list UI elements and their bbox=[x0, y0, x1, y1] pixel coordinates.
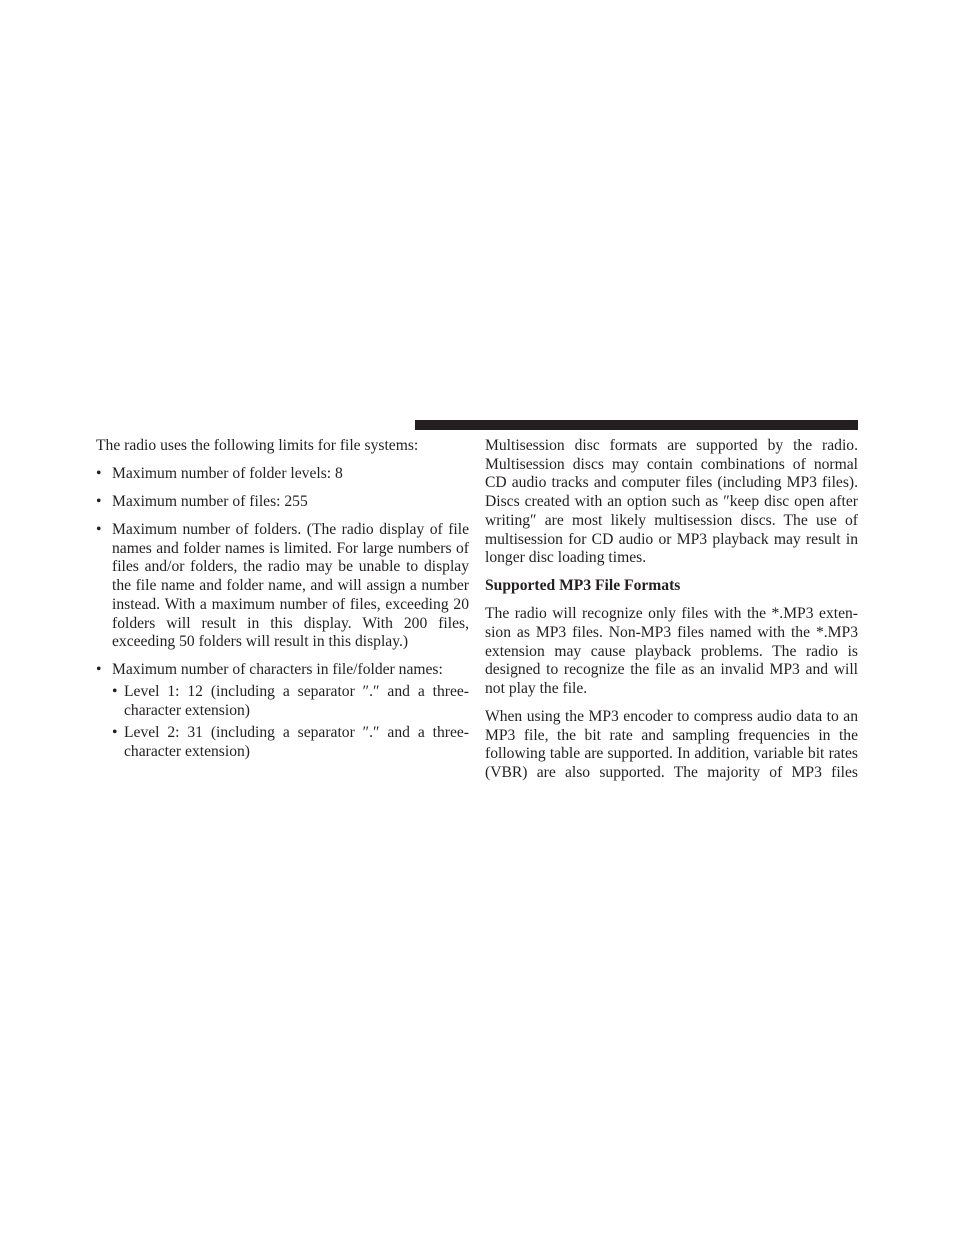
right-column bbox=[485, 437, 858, 792]
list-item bbox=[96, 465, 469, 484]
section-heading: Supported MP3 File Formats bbox=[485, 577, 681, 595]
list-item-text: Maximum number of folders. (The radio display of file names and folder names is limited. For large numbers of files and/or folders, the radio may be unable to display the file name and folder name, and will assign a number instead. With a maximum number of files, exceeding 20 folders will result in this display. With 200 files, exceeding 50 folders will result in this display.) bbox=[112, 521, 469, 651]
multisession-paragraph: Multisession disc formats are supported by the radio. Multisession discs may contain combinations of normal CD audio tracks and computer files (including MP3 files). Discs created with an option such as ″keep disc open after writing″ are most likely multisession discs. The use of multisession for CD audio or MP3 playback may result in longer disc loading times. bbox=[485, 437, 858, 567]
list-item bbox=[96, 521, 469, 652]
sub-bullet-icon: • bbox=[112, 682, 118, 700]
sub-list-item-text: Level 2: 31 (including a separator ″.″ and a three-character extension) bbox=[124, 723, 469, 760]
sub-list-item-text: Level 1: 12 (including a separator ″.″ and a three-character extension) bbox=[124, 682, 469, 719]
sub-list-item bbox=[112, 683, 469, 720]
intro-paragraph: The radio uses the following limits for file systems: bbox=[96, 437, 419, 454]
left-column bbox=[96, 437, 469, 771]
list-item-text: Maximum number of folder levels: 8 bbox=[112, 465, 343, 482]
list-item-text: Maximum number of characters in file/folder names: bbox=[112, 661, 443, 679]
bullet-icon: • bbox=[96, 493, 102, 510]
list-item bbox=[96, 661, 469, 761]
sub-list bbox=[112, 683, 469, 761]
mp3-encoder-paragraph: When using the MP3 encoder to compress audio data to an MP3 file, the bit rate and sampling frequencies in the following table are supported. In addition, variable bit rates (VBR) are also supported. The majority of MP3 files bbox=[485, 708, 858, 782]
limits-list bbox=[96, 465, 469, 761]
list-item-text: Maximum number of files: 255 bbox=[112, 493, 308, 510]
sub-bullet-icon: • bbox=[112, 723, 118, 741]
bullet-icon: • bbox=[96, 661, 102, 679]
section-header-bar bbox=[415, 420, 858, 430]
list-item bbox=[96, 493, 469, 512]
bullet-icon: • bbox=[96, 465, 102, 482]
bullet-icon: • bbox=[96, 521, 102, 538]
mp3-extension-paragraph: The radio will recognize only files with the *.MP3 extension as MP3 files. Non-MP3 files named with the *.MP3 extension may cause playback problems. The radio is designed to recognize the file as an invalid MP3 and will not play the file. bbox=[485, 605, 858, 698]
sub-list-item bbox=[112, 724, 469, 761]
